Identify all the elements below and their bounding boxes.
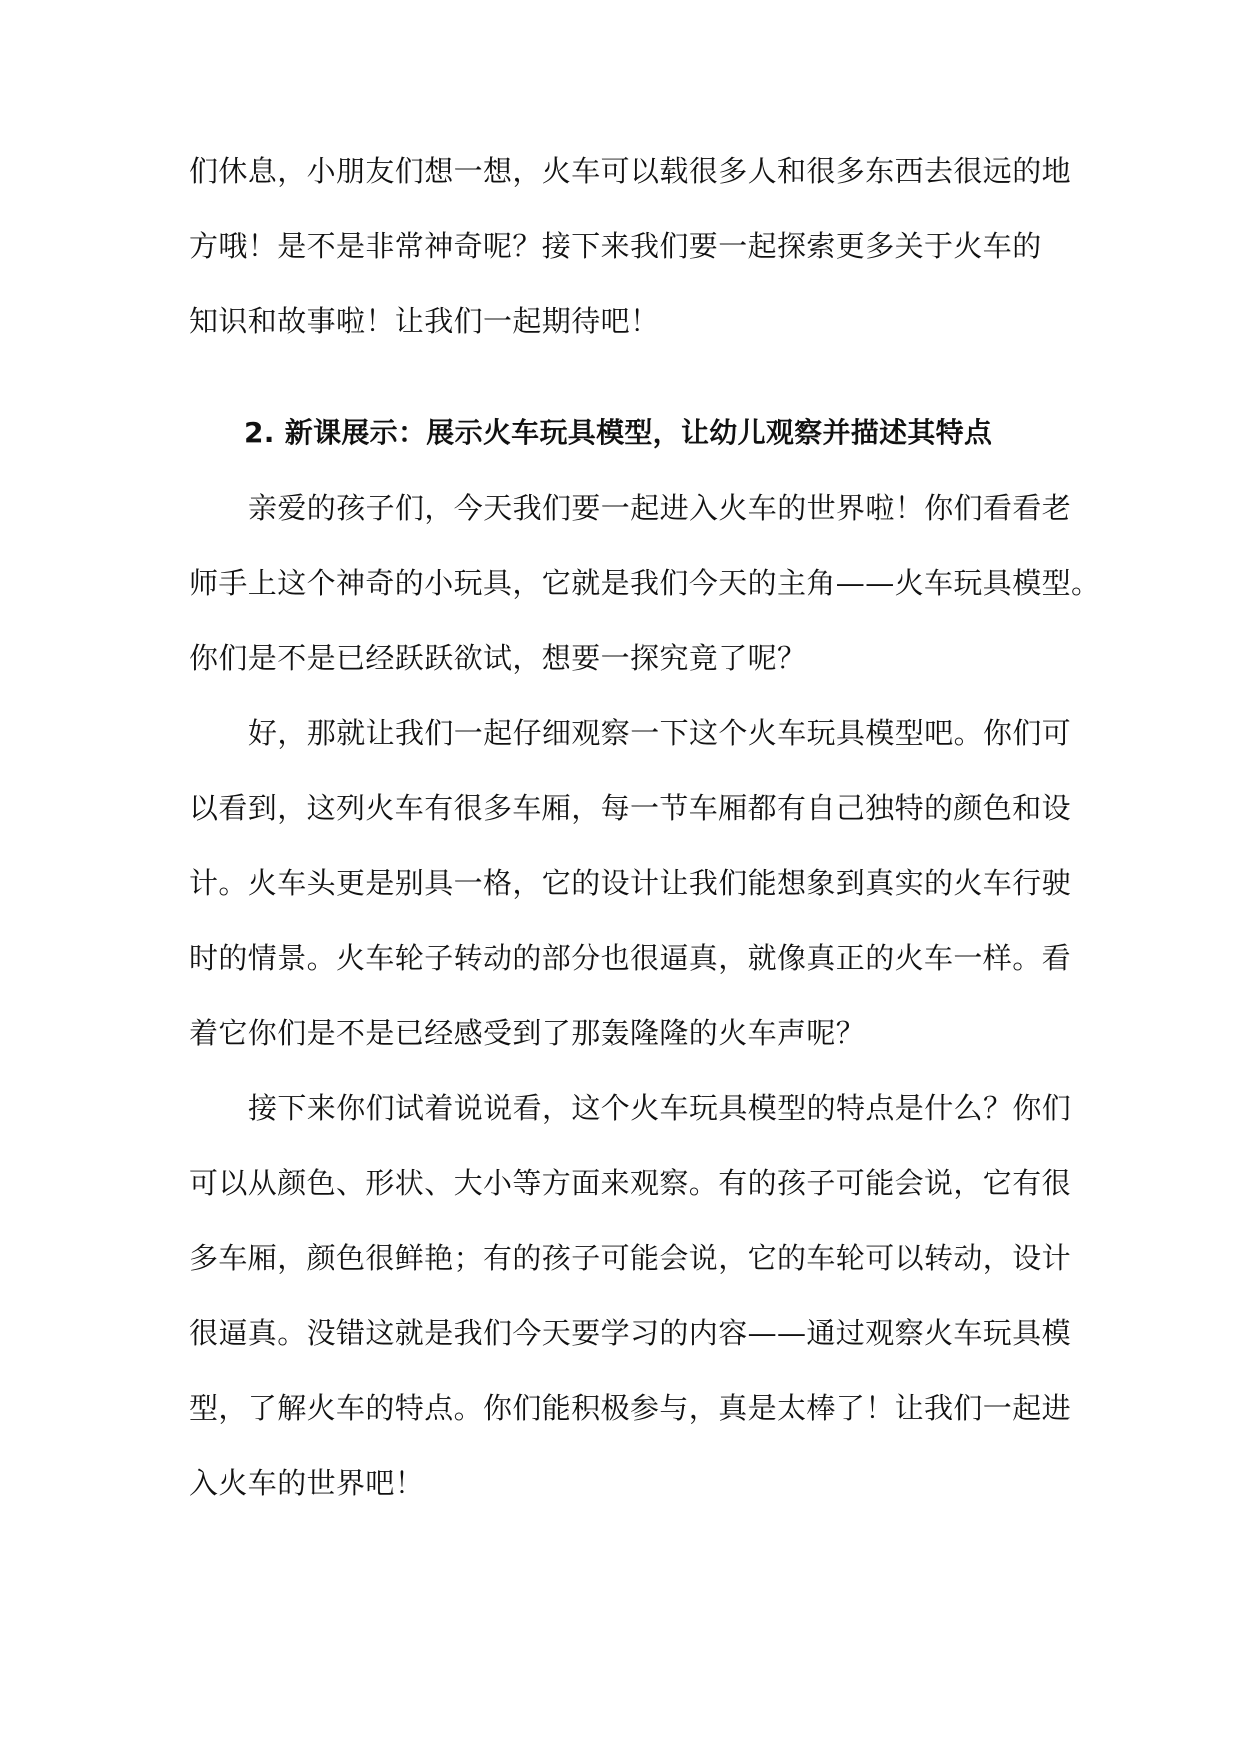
paragraph-2-line-1: 亲爱的孩子们，今天我们要一起进入火车的世界啦！你们看看老 xyxy=(248,491,1072,525)
paragraph-2-line-2: 师手上这个神奇的小玩具，它就是我们今天的主角——火车玩具模型。 xyxy=(189,566,1101,600)
paragraph-3-line-3: 计。火车头更是别具一格，它的设计让我们能想象到真实的火车行驶 xyxy=(189,866,1072,900)
paragraph-3-line-2: 以看到，这列火车有很多车厢，每一节车厢都有自己独特的颜色和设 xyxy=(189,791,1072,825)
paragraph-1-line-2: 方哦！是不是非常神奇呢？接下来我们要一起探索更多关于火车的 xyxy=(189,229,1042,263)
paragraph-1-line-1: 们休息，小朋友们想一想，火车可以载很多人和很多东西去很远的地 xyxy=(189,154,1072,188)
paragraph-4-line-6: 入火车的世界吧！ xyxy=(189,1466,425,1500)
paragraph-4-line-3: 多车厢，颜色很鲜艳；有的孩子可能会说，它的车轮可以转动，设计 xyxy=(189,1241,1072,1275)
paragraph-3-line-1: 好，那就让我们一起仔细观察一下这个火车玩具模型吧。你们可 xyxy=(248,716,1072,750)
section-heading: 2. 新课展示：展示火车玩具模型，让幼儿观察并描述其特点 xyxy=(244,416,993,449)
paragraph-2-line-3: 你们是不是已经跃跃欲试，想要一探究竟了呢？ xyxy=(189,641,807,675)
paragraph-4-line-4: 很逼真。没错这就是我们今天要学习的内容——通过观察火车玩具模 xyxy=(189,1316,1072,1350)
paragraph-4-line-2: 可以从颜色、形状、大小等方面来观察。有的孩子可能会说，它有很 xyxy=(189,1166,1072,1200)
paragraph-4-line-5: 型，了解火车的特点。你们能积极参与，真是太棒了！让我们一起进 xyxy=(189,1391,1072,1425)
paragraph-4-line-1: 接下来你们试着说说看，这个火车玩具模型的特点是什么？你们 xyxy=(248,1091,1072,1125)
paragraph-3-line-4: 时的情景。火车轮子转动的部分也很逼真，就像真正的火车一样。看 xyxy=(189,941,1072,975)
paragraph-1-line-3: 知识和故事啦！让我们一起期待吧！ xyxy=(189,304,660,338)
paragraph-3-line-5: 着它你们是不是已经感受到了那轰隆隆的火车声呢？ xyxy=(189,1016,866,1050)
